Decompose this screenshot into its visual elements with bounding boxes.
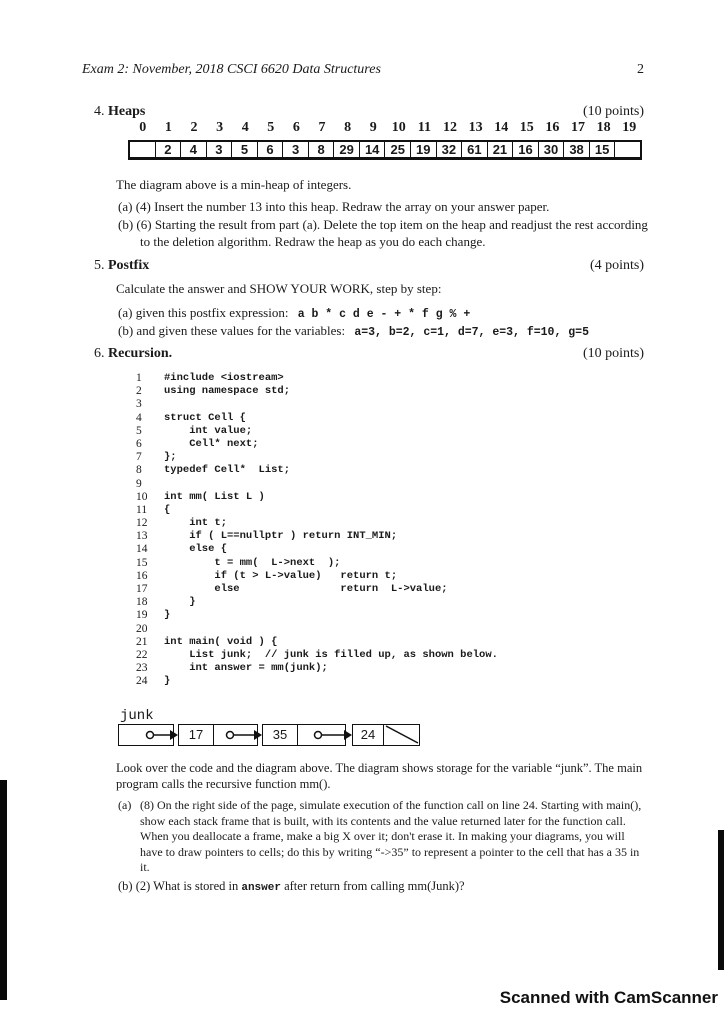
heap-index: 6 (292, 120, 300, 135)
q6-heading (94, 346, 172, 362)
heap-cell: 19 (410, 142, 436, 157)
code-text: } (164, 609, 171, 622)
line-number: 19 (136, 609, 148, 622)
heap-index: 18 (596, 120, 611, 135)
scan-edge-left (0, 780, 7, 1000)
page-number: 2 (637, 62, 644, 77)
line-number: 17 (136, 583, 148, 595)
q6-part-b-post: after return from calling mm(Junk)? (284, 879, 465, 893)
code-text: using namespace std; (164, 385, 291, 398)
line-number: 5 (136, 424, 142, 437)
code-line (136, 438, 498, 451)
q5-part-b-label: (b) (118, 323, 134, 338)
q4-part-a-text: (4) Insert the number 13 into this heap. Redraw the array on your answer paper. (135, 199, 550, 214)
heap-index-row (130, 120, 642, 138)
code-text: int t; (164, 517, 228, 530)
code-line (136, 623, 498, 636)
q6-points: (10 points) (582, 346, 644, 361)
code-text: List junk; // junk is filled up, as shown below. (164, 648, 498, 661)
code-text: } (164, 596, 196, 609)
line-number: 6 (136, 437, 142, 450)
variable-values: a=3, b=2, c=1, d=7, e=3, f=10, g=5 (354, 326, 589, 339)
code-line (136, 478, 498, 491)
heap-index: 14 (494, 120, 509, 135)
line-number: 7 (136, 451, 142, 464)
q5-intro: Calculate the answer and SHOW YOUR WORK, step by step: (116, 281, 442, 296)
heap-cell: 4 (180, 142, 206, 157)
q4-part-b-text: (6) Starting the result from part (a). Delete the top item on the heap and readjust the rest according to the deletion algorithm. Redraw the heap as you do each change. (136, 217, 648, 249)
q6-part-a-label: (a) (118, 798, 132, 812)
page-header: Exam 2: November, 2018 CSCI 6620 Data Structures (82, 62, 381, 77)
q6-part-b-code: answer (241, 882, 281, 894)
line-number: 2 (136, 385, 142, 398)
line-number: 15 (136, 556, 148, 569)
code-line (136, 675, 498, 688)
heap-index: 13 (468, 120, 483, 135)
heap-cell: 32 (436, 142, 462, 157)
line-number: 1 (136, 372, 142, 384)
q5-title: Postfix (108, 258, 150, 273)
heap-index: 11 (417, 120, 431, 135)
line-number: 11 (136, 503, 148, 516)
code-text: Cell* next; (164, 437, 259, 450)
heap-cell: 25 (384, 142, 410, 157)
q4-number: 4. (94, 104, 105, 119)
q6-part-a (118, 798, 650, 876)
code-text: #include <iostream> (164, 372, 284, 384)
heap-cell (614, 142, 640, 157)
line-number: 20 (136, 622, 148, 635)
q4-points: (10 points) (582, 104, 644, 119)
code-line (136, 557, 498, 570)
line-number: 13 (136, 530, 148, 543)
line-number: 23 (136, 662, 148, 675)
q6-part-b (118, 878, 650, 896)
heap-cell: 21 (487, 142, 513, 157)
line-number: 21 (136, 635, 148, 648)
q5-number: 5. (94, 258, 105, 273)
line-number: 10 (136, 490, 148, 503)
code-text: int answer = mm(junk); (164, 662, 328, 675)
code-line (136, 412, 498, 425)
camscanner-watermark: Scanned with CamScanner (499, 988, 718, 1007)
code-line (136, 570, 498, 583)
q5-part-a-label: (a) (118, 305, 133, 320)
line-number: 22 (136, 648, 148, 661)
line-number: 24 (136, 675, 148, 688)
line-number: 16 (136, 569, 148, 582)
code-text: { (164, 503, 171, 516)
code-line (136, 372, 498, 385)
q6-description: Look over the code and the diagram above. The diagram shows storage for the variable “junk”. The main program calls the recursive function mm(). (116, 761, 643, 791)
list-arrows (118, 724, 428, 748)
pointer-dot-icon (147, 732, 154, 739)
code-text: if (t > L->value) return t; (164, 569, 398, 582)
q4-part-a (118, 198, 648, 215)
code-line (136, 636, 498, 649)
code-text: typedef Cell* List; (164, 464, 291, 477)
heap-index: 12 (443, 120, 457, 135)
line-number: 14 (136, 543, 148, 556)
node-value: 35 (263, 725, 298, 745)
heap-cell: 38 (563, 142, 589, 157)
code-line (136, 425, 498, 438)
code-line (136, 398, 498, 411)
code-line (136, 662, 498, 675)
q6-part-a-text: (8) On the right side of the page, simulate execution of the function call on line 24. Starting with main(), show each stack frame that is built, with its contents and the value returned later for the function call. When you deallocate a frame, make a big X over it; don't erase it. In making your diagrams, you will have to draw pointers to cells; do this by writing “->35” to represent a pointer to the cell that has a 35 in it. (140, 798, 642, 874)
line-number: 3 (136, 398, 142, 411)
heap-index: 19 (622, 120, 637, 135)
heap-index: 7 (318, 120, 326, 135)
scan-edge-right (718, 830, 724, 970)
code-text: else return L->value; (164, 583, 448, 595)
heap-index: 16 (545, 120, 560, 135)
heap-index: 8 (344, 120, 352, 135)
line-number: 9 (136, 477, 142, 490)
code-text: }; (164, 451, 177, 464)
q5-part-b-text: and given these values for the variables: (136, 323, 346, 338)
heap-index: 0 (139, 120, 147, 135)
code-line (136, 596, 498, 609)
code-line (136, 464, 498, 477)
code-text: } (164, 675, 171, 688)
code-text: else { (164, 543, 228, 556)
code-text: struct Cell { (164, 411, 246, 424)
arrow-head-icon (170, 730, 178, 740)
heap-cell: 6 (257, 142, 283, 157)
code-line (136, 583, 498, 596)
q4-description: The diagram above is a min-heap of integers. (116, 177, 352, 192)
code-text: int main( void ) { (164, 635, 278, 648)
arrow-head-icon (344, 730, 352, 740)
junk-label: junk (120, 708, 154, 724)
code-text: int value; (164, 424, 253, 437)
q5-points: (4 points) (589, 258, 644, 273)
q6-number: 6. (94, 346, 105, 361)
q5-heading (94, 258, 149, 274)
q5-part-a-text: given this postfix expression: (135, 305, 289, 320)
heap-index: 9 (369, 120, 377, 135)
code-line (136, 451, 498, 464)
heap-cell: 8 (308, 142, 334, 157)
code-line (136, 491, 498, 504)
heap-cell: 14 (359, 142, 385, 157)
code-line (136, 543, 498, 556)
heap-index: 1 (164, 120, 172, 135)
postfix-expression: a b * c d e - + * f g % + (297, 308, 471, 321)
q4-part-b-label: (b) (118, 217, 134, 232)
heap-index: 5 (267, 120, 275, 135)
q4-title: Heaps (108, 104, 146, 119)
heap-cell: 3 (206, 142, 232, 157)
pointer-dot-icon (227, 732, 234, 739)
heap-cell: 30 (538, 142, 564, 157)
q4-part-b (118, 216, 648, 250)
q5-part-a (118, 304, 470, 323)
code-line (136, 530, 498, 543)
q4-part-a-label: (a) (118, 199, 133, 214)
arrow-head-icon (254, 730, 262, 740)
heap-cell: 61 (461, 142, 487, 157)
heap-index: 3 (216, 120, 224, 135)
code-listing (136, 372, 498, 689)
line-number: 8 (136, 464, 142, 477)
heap-index: 17 (571, 120, 585, 135)
code-line (136, 517, 498, 530)
heap-cell: 2 (155, 142, 181, 157)
code-line (136, 649, 498, 662)
heap-index: 4 (241, 120, 249, 135)
code-line (136, 609, 498, 622)
heap-array (128, 140, 642, 160)
node-value: 24 (353, 725, 384, 745)
heap-cell: 3 (282, 142, 308, 157)
code-text: int mm( List L ) (164, 490, 265, 503)
q6-part-b-pre: (2) What is stored in (135, 879, 239, 893)
node-value: 17 (179, 725, 214, 745)
heap-cell: 5 (231, 142, 257, 157)
q5-part-b (118, 322, 589, 341)
line-number: 4 (136, 411, 142, 424)
heap-cell: 16 (512, 142, 538, 157)
heap-cell: 15 (589, 142, 615, 157)
code-text: t = mm( L->next ); (164, 556, 341, 569)
q6-part-b-label: (b) (118, 879, 133, 893)
line-number: 12 (136, 517, 148, 530)
heap-index: 10 (391, 120, 406, 135)
q4-heading (94, 104, 145, 120)
code-text: if ( L==nullptr ) return INT_MIN; (164, 530, 398, 543)
pointer-dot-icon (315, 732, 322, 739)
heap-index: 15 (519, 120, 534, 135)
heap-index: 2 (190, 120, 198, 135)
code-line (136, 504, 498, 517)
q6-title: Recursion. (108, 346, 173, 361)
heap-cell (130, 142, 155, 157)
line-number: 18 (136, 596, 148, 609)
heap-cell: 29 (333, 142, 359, 157)
code-line (136, 385, 498, 398)
